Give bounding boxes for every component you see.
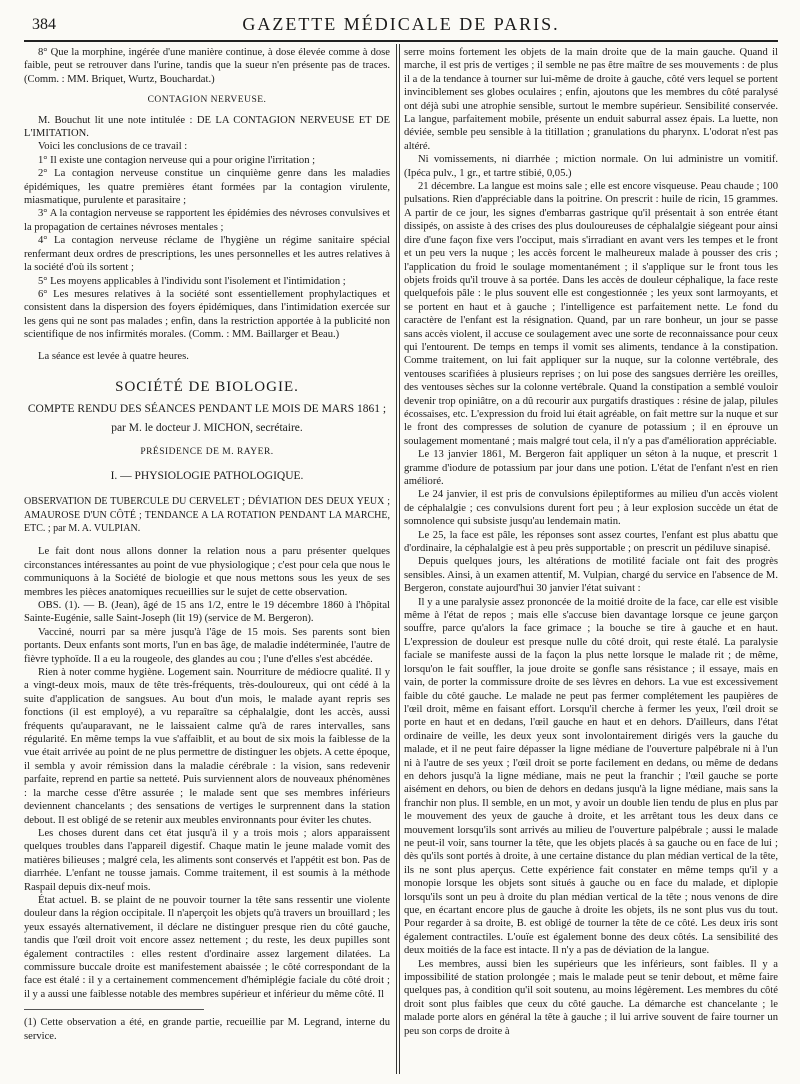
paragraph: Voici les conclusions de ce travail : [38,141,188,153]
right-column [404,46,778,1076]
observation-title: OBSERVATION DE TUBERCULE DU CERVELET ; DÉVIATION DES DEUX YEUX ; AMAUROSE D'UN CÔTÉ ; TENDANCE A LA ROTATION PENDANT LA MARCHE, ETC. ; par M. A. VULPIAN. [24,496,390,534]
footnote: (1) Cette observation a été, en grande partie, recueillie par M. Legrand, interne du service. [24,1017,390,1042]
paragraph: Le 24 janvier, il est pris de convulsions épileptiformes au milieu d'un accès violent de céphalalgie ; ces convulsions durent fort peu ; à leur explosion succède un état de somnolence qui subsiste jusqu'au lendemain matin. [404,489,778,528]
paragraph: OBS. (1). — B. (Jean), âgé de 15 ans 1/2, entre le 19 décembre 1860 à l'hôpital Sainte-Eugénie, salle Saint-Joseph (lit 19) (service de M. Bergeron). [24,600,390,625]
paragraph: Ni vomissements, ni diarrhée ; miction normale. On lui administre un vomitif. (Ipéca pulv., 1 gr., et tartre stibié, 0,05.) [404,154,778,179]
conclusion-item: 2° La contagion nerveuse constitue un cinquième genre dans les maladies épidémiques, les quatre premières étant formées par la contagion virulente, miasmatique, purulente et parasitaire ; [24,168,390,207]
left-column [24,46,390,1076]
paragraph: Rien à noter comme hygiène. Logement sain. Nourriture de médiocre qualité. Il y a vingt-deux mois, maux de tête très-fréquents, très-douloureux, qui ont cédé à la suite d'application de sangsues. Au bout d'un mois, le malade ayant repris ses fonctions (il est employé), a vu reparaître sa céphalalgie, dont les accès, aussi fréquents qu'auparavant, ne le laissaient calme qu'à de rares intervalles, sans régularité. En même temps la vue s'affaiblit, et au bout de six mois la faiblesse de la vue était arrivée au point de ne plus permettre de distinguer les objets. A cette époque, il sembla y avoir rémission dans la maladie cérébrale : la vision, sans redevenir parfaite, reprend en partie sa netteté. Puis surviennent alors de nouveaux phénomènes : la marche cesse d'être assurée ; le malade sent que ses membres inférieurs deviennent chancelants ; des sensations de vertiges le surprennent dans la station debout. Il est obligé de se retenir aux meubles environnants pour éviter les chutes. [24,667,390,826]
paragraph: Il y a une paralysie assez prononcée de la moitié droite de la face, car elle est visible même à l'état de repos ; mais elle s'accuse bien davantage lorsque ce jeune garçon souffre, parce qu'alors la face grimace ; la bouche se tire à gauche et en haut. L'expression de douleur est presque nulle du côté droit, qui reste étalé. La paralysie faciale se manifeste aussi de la façon la plus nette lorsque le malade rit ; de même, lorsqu'on le fait souffler, la joue droite se gonfle sans résistance ; il essaye, mais en vain, de porter la commissure droite de ses lèvres en dehors. La vue est excessivement faible du côté gauche. Le malade ne peut pas fermer complétement les paupières de l'œil droit, même en faisant effort. Lorsqu'il cherche à fermer les yeux, l'œil droit se porte en haut et en dedans, l'œil gauche en haut et en dehors. D'ailleurs, dans l'état ordinaire de veille, les deux yeux sont involontairement dirigés vers la gauche du malade, et il ne peut faire dépasser la ligne médiane de l'ouverture palpébrale ni à l'un ni à l'autre de ses yeux ; l'œil droit se porte facilement en dedans, ou même de dedans en dehors jusqu'à la ligne médiane, mais ne peut la franchir ; l'œil gauche se porte aisément en dehors, ou bien de dehors en dedans jusqu'à la ligne médiane, mais sans la franchir non plus. Il semble, en un mot, y avoir un double lien tendu de plus en plus par le mouvement des yeux de gauche à droite, et les arrêtant tous les deux dans ce mouvement lorsqu'ils sont arrivés au milieu de l'ouverture palpébrale ; aussi le malade ne peut-il voir, sans tourner la tête, que les objets placés à sa gauche ou en face de lui ; dès qu'ils sont portés à droite, à une certaine distance du plan médian vertical de la tête, ils ne sont plus aperçus. Cette expérience fait constater en même temps qu'il y a monopie lorsque les objets sont situés à gauche ou en face du malade, et diplopie lorsqu'ils sont un peu à droite du plan médian vertical de la tête ; nous venons de dire que, en écartant encore plus de gauche à droite les objets, ils ne sont plus vus du tout. Pour regarder à sa droite, B. est obligé de tourner la tête de ce côté. Les deux iris sont également contractiles. L'ouïe est également bonne des deux côtés. La sensibilité des deux moitiés de la face est intacte. Il n'y a pas de déviation de la langue. [404,596,778,957]
conclusion-item: 6° Les mesures relatives à la société sont essentiellement prophylactiques et consistent dans la dispersion des foyers épidémiques, dans l'intimidation exercée sur les gens qui ne sont pas malades ; enfin, dans la restriction apportée à la publicité non scientifique de nos infirmités morales. (Comm. : MM. Baillarger et Beau.) [24,288,390,341]
report-title-line2: par M. le docteur J. MICHON, secrétaire. [111,422,303,435]
paragraph: Le fait dont nous allons donner la relation nous a paru présenter quelques circonstances intéressantes au point de vue physiologique ; c'est pour cela que nous le communiquons à la Société de biologie et que nous mettons sous les yeux de ses membres les pièces anatomiques recueillies sur le sujet de cette observation. [24,546,390,598]
report-title-line1: COMPTE RENDU DES SÉANCES PENDANT LE MOIS DE MARS 1861 ; [27,403,387,416]
conclusion-item: 3° A la contagion nerveuse se rapportent les épidémies des névroses convulsives et la propagation de certaines névroses mentales ; [24,208,390,233]
paragraph: État actuel. B. se plaint de ne pouvoir tourner la tête sans ressentir une violente douleur dans la région occipitale. Il n'aperçoit les objets qu'à travers un brouillard ; les yeux essayés alternativement, il déclare ne distinguer presque rien du côté gauche, tandis que l'œil droit voit encore assez nettement ; du reste, les deux pupilles sont également contractiles : elles restent d'ordinaire assez largement dilatées. La commissure buccale droite est manifestement abaissée ; le côté correspondant de la face est étalé : il y a certainement commencement d'hémiplégie faciale du côté droit ; il y a aussi une faiblesse notable des membres supérieur et inférieur du même côté. Il [24,894,390,1000]
section-heading: CONTAGION NERVEUSE. [147,95,267,106]
header-rule [24,40,778,42]
paragraph: Le 25, la face est pâle, les réponses sont assez courtes, l'enfant est plus abattu que d'ordinaire, la céphalalgie est à peu près supportable ; on prescrit un pédiluve sinapisé. [404,529,778,555]
closing-line: La séance est levée à quatre heures. [38,350,189,362]
footnote-rule [24,1009,204,1010]
section-title: I. — PHYSIOLOGIE PATHOLOGIQUE. [110,469,304,482]
paragraph: Depuis quelques jours, les altérations de motilité faciale ont fait des progrès sensibles. Ainsi, à un examen attentif, M. Vulpian, chargé du service en l'absence de M. Bergeron, constate aujourd'hui 30 janvier l'état suivant : [404,556,778,595]
conclusion-item: 1° Il existe une contagion nerveuse qui a pour origine l'irritation ; [38,154,316,166]
paragraph: Les membres, aussi bien les supérieurs que les inférieurs, sont faibles. Il y a impossibilité de station prolongée ; mais le malade peut se tenir debout, et même faire quelques pas, à condition qu'il soit soutenu, au moins légèrement. Les membres du côté droit sont plus faibles que ceux du côté gauche. La démarche est chancelante ; le malade porte alors en général la tête à gauche ; il lui arrive souvent de faire tourner un peu son corps de droite à [404,958,778,1037]
paragraph: Vacciné, nourri par sa mère jusqu'à l'âge de 15 mois. Ses parents sont bien portants. Deux enfants sont morts, l'un en bas âge, de maladie indéterminée, l'autre de fièvre typhoïde. Il a eu la rougeole, des glandes au cou ; l'une d'elles s'est abcédée. [24,626,390,665]
paragraph: 21 décembre. La langue est moins sale ; elle est encore visqueuse. Peau chaude ; 100 pulsations. Rien d'appréciable dans la poitrine. On prescrit : huile de ricin, 15 grammes. A partir de ce jour, les signes d'embarras gastrique qu'il présentait à son entrée étant dissipés, on assiste à des crises des plus douloureuses de céphalalgie siégeant pour ainsi dire d'une façon fixe vers l'occiput, mais s'irradiant en avant vers les tempes et le front et un peu vers la nuque ; les accès forcent le malheureux malade à pousser des cris ; l'application du froid le soulage momentanément ; il s'applique sur le front tous les objets froids qu'il trouve à sa portée. Dans les accès de douleur céphalique, la face reste quelquefois pâle : le plus souvent elle est congestionnée ; les yeux sont larmoyants, et se portent en haut et à gauche ; l'intelligence est parfaitement nette. Le fond du caractère de l'enfant est la résignation. Quand, par un rare bonheur, un jour se passe sans accès violent, il accuse ce soulagement avec une sorte de reconnaissance pour ceux qui l'entourent. De temps en temps il vomit ses aliments, tendance à la constipation. Comme traitement, on lui fait appliquer sur la nuque, sur la colonne vertébrale, des ventouses scarifiées à plusieurs reprises ; on lui pose des sangsues derrière les oreilles, des ventouses sèches sur la colonne vertébrale. Quand la constipation a semblé vouloir devenir trop opiniâtre, on a dû recourir aux purgatifs drastiques : résine de jalap, pilules écossaises, etc. L'expression du froid lui était agréable, on fait mettre sur la nuque et sur le front des compresses de solution de cyanure de potassium ; il en éprouve un soulagement momentané ; mais malgré tout cela, il n'y a pas d'amélioration appréciable. [404,181,778,447]
conclusion-item: 5° Les moyens applicables à l'individu sont l'isolement et l'intimidation ; [38,275,346,287]
paragraph: Les choses durent dans cet état jusqu'à il y a trois mois ; alors apparaissent quelques troubles dans l'appareil digestif. Chaque matin le jeune malade vomit des matières bilieuses ; malgré cela, les aliments sont conservés et l'appétit est bon. Pas de diarrhée. L'enfant ne tousse jamais. Comme traitement, il est soumis à la méthode Raspail depuis dix-neuf mois. [24,827,390,893]
paragraph: M. Bouchut lit une note intitulée : DE LA CONTAGION NERVEUSE ET DE L'IMITATION. [24,114,390,140]
presidency-line: PRÉSIDENCE DE M. RAYER. [140,447,274,458]
paragraph: Le 13 janvier 1861, M. Bergeron fait appliquer un séton à la nuque, et prescrit 1 gramme d'iodure de potassium par jour dans une potion. L'état de l'enfant n'est en rien amélioré. [404,449,778,487]
paragraph: serre moins fortement les objets de la main droite que de la main gauche. Quand il marche, il est pris de vertiges ; il semble ne pas être maître de ses mouvements : de plus il a de la tendance à tourner sur lui-même de droite à gauche, côté vers lequel se portent invinciblement ses globes oculaires ; enfin, ajoutons que les membres du côté paralysé ont déjà subi une atrophie sensible, surtout le membre supérieur. Sensibilité conservée. La langue, parfaitement mobile, présente un enduit saburral assez épais. La luette, non déviée, semble peu sensible à la titillation ; granulations du pharynx. L'odorat n'est pas altéré. [404,47,778,152]
conclusion-item: 4° La contagion nerveuse réclame de l'hygiène un régime sanitaire spécial renfermant deux ordres de prescriptions, les unes personnelles et les autres relatives à la société d'où ils sortent ; [24,235,390,274]
paragraph: 8° Que la morphine, ingérée d'une manière continue, à dose élevée comme à dose faible, peut se retrouver dans l'urine, tandis que la sueur n'en présente pas de traces. (Comm. : MM. Briquet, Wurtz, Bouchardat.) [24,47,390,85]
page-number: 384 [32,16,56,33]
column-divider-double [399,44,400,1074]
society-title: SOCIÉTÉ DE BIOLOGIE. [115,378,299,395]
column-divider [396,44,397,1074]
page-header [24,10,778,40]
journal-title: GAZETTE MÉDICALE DE PARIS. [242,14,560,34]
